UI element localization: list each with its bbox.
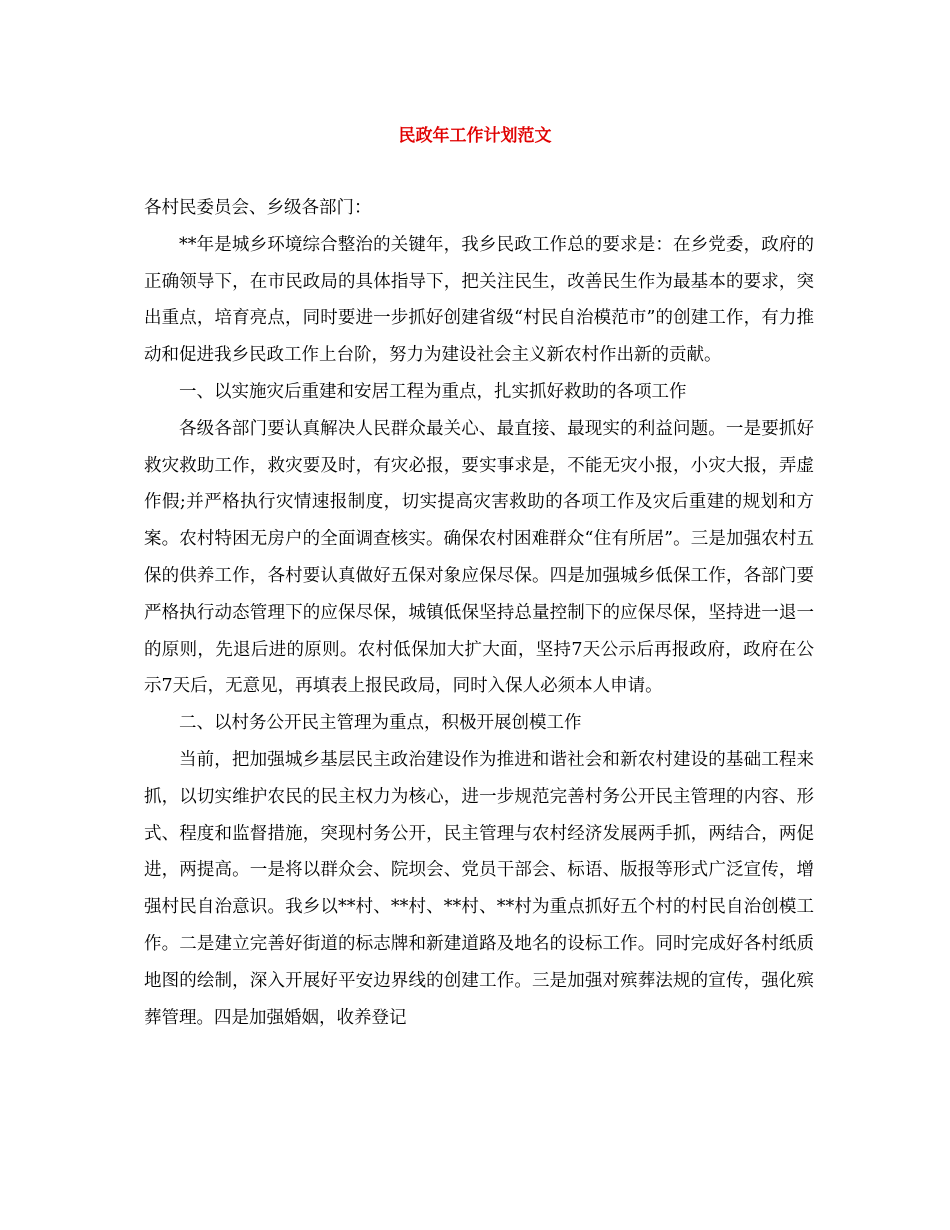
- section-heading-2: 二、以村务公开民主管理为重点，积极开展创模工作: [179, 713, 582, 734]
- paragraph-section-2: 当前，把加强城乡基层民主政治建设作为推进和谐社会和新农村建设的基础工程来抓，以切实维护农民的民主权力为核心，进一步规范完善村务公开民主管理的内容、形式、程度和监督措施，突现村务公开，民主管理与农村经济发展两手抓，两结合，两促进，两提高。一是将以群众会、院坝会、党员干部会、标语、版报等形式广泛宣传，增强村民自治意识。我乡以**村、**村、**村、**村为重点抓好五个村的村民自治创模工作。二是建立完善好街道的标志牌和新建道路及地名的设标工作。同时完成好各村纸质地图的绘制，深入开展好平安边界线的创建工作。三是加强对殡葬法规的宣传，强化殡葬管理。四是加强婚姻，收养登记: [144, 749, 814, 1028]
- paragraph-section-1: 各级各部门要认真解决人民群众最关心、最直接、最现实的利益问题。一是要抓好救灾救助工作，救灾要及时，有灾必报，要实事求是，不能无灾小报，小灾大报，弄虚作假;并严格执行灾情速报制度，切实提高灾害救助的各项工作及灾后重建的规划和方案。农村特困无房户的全面调查核实。确保农村困难群众“住有所居”。三是加强农村五保的供养工作，各村要认真做好五保对象应保尽保。四是加强城乡低保工作，各部门要严格执行动态管理下的应保尽保，城镇低保坚持总量控制下的应保尽保，坚持进一退一的原则，先退后进的原则。农村低保加大扩大面，坚持7天公示后再报政府，政府在公示7天后，无意见，再填表上报民政局，同时入保人必须本人申请。: [144, 418, 814, 697]
- page-title: 民政年工作计划范文: [398, 126, 552, 146]
- salutation: 各村民委员会、乡级各部门：: [144, 198, 372, 218]
- document-body: [144, 190, 814, 1036]
- paragraph-intro: **年是城乡环境综合整治的关键年，我乡民政工作总的要求是：在乡党委，政府的正确领导下，在市民政局的具体指导下，把关注民生，改善民生作为最基本的要求，突出重点，培育亮点，同时要进一步抓好创建省级“村民自治模范市”的创建工作，有力推动和促进我乡民政工作上台阶，努力为建设社会主义新农村作出新的贡献。: [144, 234, 814, 366]
- section-heading-1: 一、以实施灾后重建和安居工程为重点，扎实抓好救助的各项工作: [179, 381, 687, 402]
